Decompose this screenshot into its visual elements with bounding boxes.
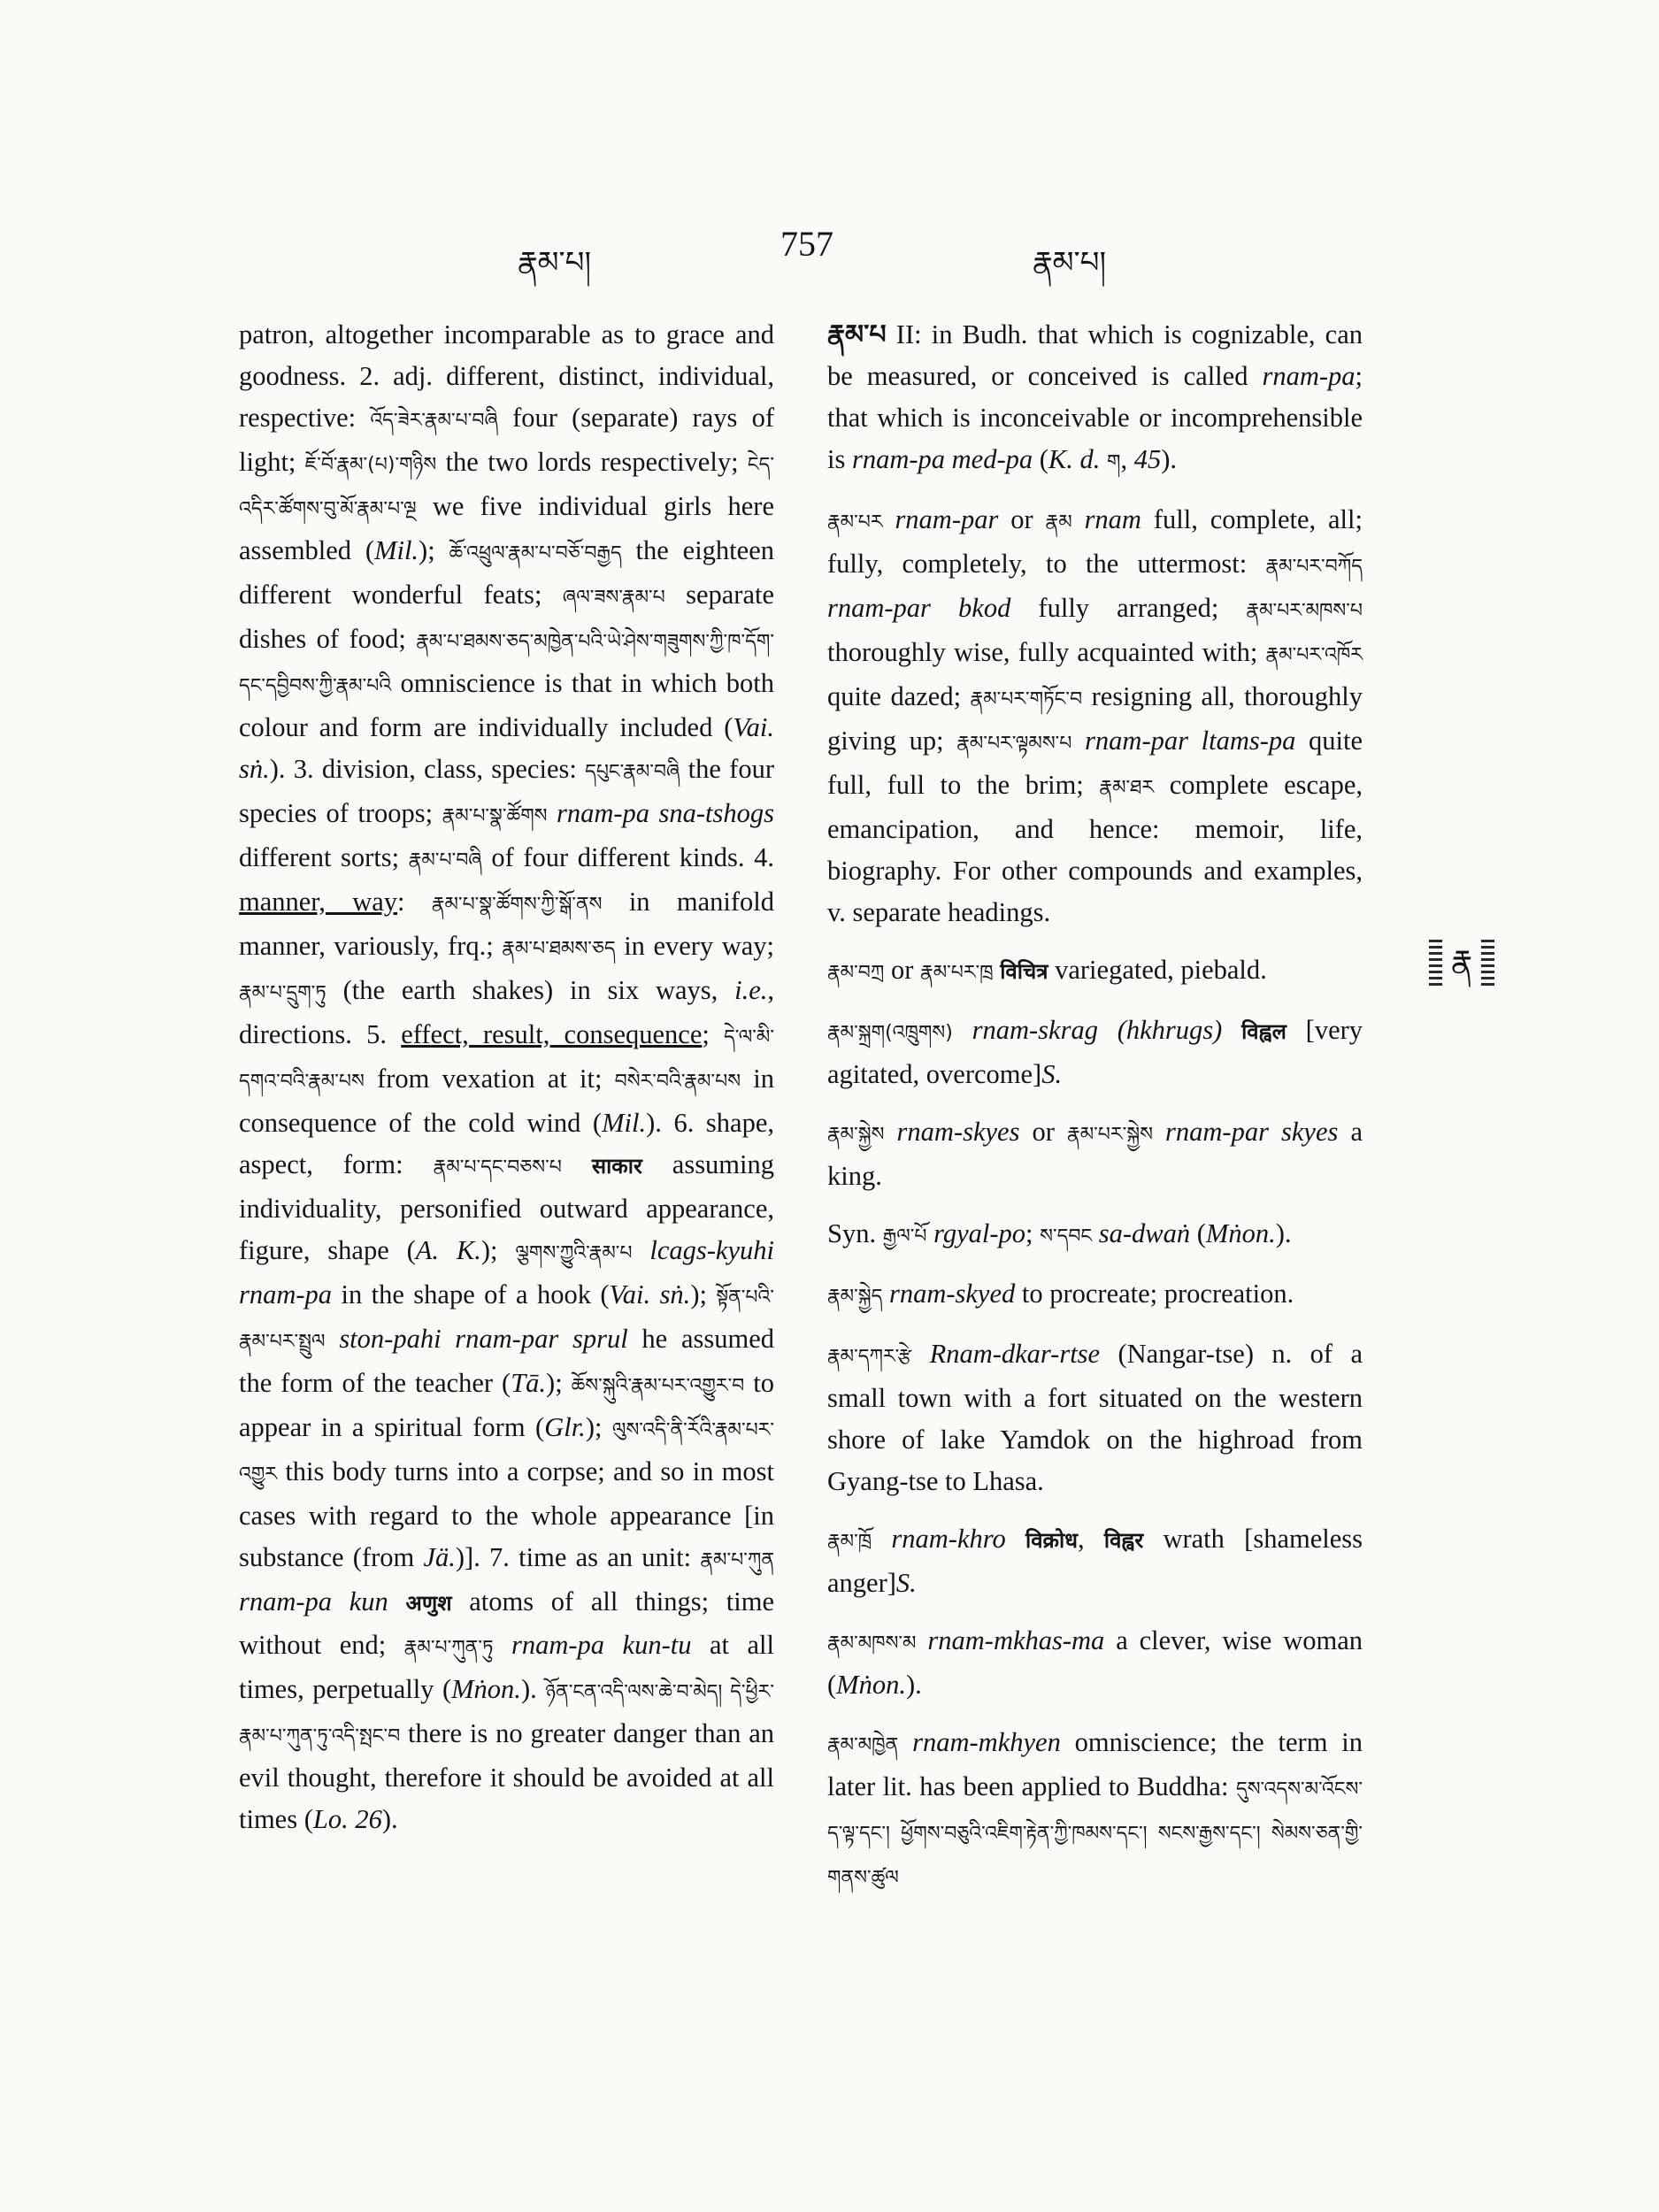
sanskrit-text: विचित्र: [1000, 959, 1048, 984]
tibetan-text: རྣམ་ཁྲོ: [827, 1531, 872, 1553]
entry-text: [882, 1279, 889, 1309]
entry-text: 45: [1133, 444, 1162, 474]
entry-text: [548, 798, 557, 828]
tibetan-text: རྣམ་པ་བཞི: [408, 849, 482, 872]
entry-text: rnam-par bkod: [827, 593, 1011, 623]
tibetan-text: རྣམ་པར་འཁོར: [1265, 644, 1363, 666]
tibetan-text: རྣམ་པ་དྲུག་ཏུ: [239, 982, 326, 1004]
entry-text: (the earth shakes) in six ways,: [326, 975, 735, 1005]
entry-text: Syn.: [827, 1218, 883, 1248]
entry-text: variegated, piebald.: [1048, 955, 1267, 985]
entry-text: the eighteen different wonderful feats;: [239, 535, 774, 610]
entry-text: a king.: [827, 1117, 1363, 1191]
entry-text: in consequence of the cold wind (: [239, 1064, 774, 1138]
tibetan-text: ལྕགས་ཀྱུའི་རྣམ་པ: [515, 1242, 633, 1264]
entry-text: ).: [381, 1804, 398, 1834]
entry-paragraph: [827, 1722, 1363, 1899]
sanskrit-text: विह्वल: [1241, 1019, 1286, 1044]
tibetan-text: རྣམ་པ་ཀུན་ཏུ: [403, 1637, 494, 1659]
entry-text: );: [480, 1235, 516, 1265]
entry-text: );: [419, 535, 449, 565]
entry-text: ;: [1025, 1218, 1041, 1248]
tibetan-text: རྣམ་པར་སྐྱེས: [1067, 1124, 1153, 1146]
entry-text: [911, 1339, 929, 1369]
entry-text: [1092, 1218, 1099, 1248]
entry-text: rnam-pa med-pa: [851, 444, 1033, 474]
tibetan-text: རྣམ་པ་ཐམས་ཅད: [502, 938, 616, 960]
tibetan-text: རྣམ་དཀར་རྩེ: [827, 1346, 912, 1368]
entry-text: rnam-skyes: [896, 1117, 1020, 1147]
entry-text: S.: [895, 1568, 917, 1598]
left-column: [239, 314, 774, 1856]
entry-text: Jä.: [423, 1542, 456, 1572]
entry-paragraph: [239, 314, 774, 1840]
tibetan-text: རྣམ་སྐྲག(འཁྲུགས): [827, 1022, 953, 1044]
thumb-index-letter: རྣ: [1442, 938, 1481, 987]
entry-paragraph: [827, 1111, 1363, 1197]
right-column: [827, 314, 1363, 1915]
entry-text: [883, 504, 895, 534]
tibetan-text: བསེར་བའི་རྣམ་པས: [614, 1071, 741, 1093]
tibetan-text: ཉོན་ངན་འདི་ལས་ཆེ་བ་མེད། དེ་ཕྱིར་རྣམ་པ་ཀུན་ཏུ་འདི་སྤང་བ: [239, 1681, 774, 1747]
page-number: 757: [780, 224, 833, 264]
tibetan-text: རྣམ་བཀྲ: [827, 962, 885, 984]
entry-text: rnam-par ltams-pa: [1085, 726, 1296, 756]
entry-text: wrath [shameless anger]: [827, 1524, 1363, 1598]
entry-text: thoroughly wise, fully acquainted with;: [827, 637, 1266, 667]
tibetan-text: དཔུང་རྣམ་བཞི: [585, 761, 680, 783]
tibetan-text: རྣམ་པར་མཁས་པ: [1246, 600, 1363, 622]
entry-text: rnam-mkhas-ma: [927, 1625, 1105, 1655]
entry-text: to appear in a spiritual form (: [239, 1368, 774, 1442]
entry-text: he assumed the form of the teacher (: [239, 1324, 774, 1398]
sanskrit-text: साकार: [591, 1154, 642, 1179]
sanskrit-text: अणुश: [405, 1591, 452, 1616]
tibetan-text: རྣམ་མཁས་མ: [827, 1632, 917, 1655]
tibetan-text: འོད་ཟེར་རྣམ་པ་བཞི: [370, 410, 498, 432]
tibetan-text: རྣམ་པར: [827, 511, 883, 534]
tibetan-text: ངེད་འདིར་ཚོགས་བུ་མོ་རྣམ་པ་ལྔ: [239, 454, 774, 520]
entry-text: [493, 1630, 511, 1660]
entry-text: ).: [520, 1674, 546, 1704]
entry-text: [898, 1727, 912, 1757]
entry-text: Mṅon.: [451, 1674, 521, 1704]
entry-text: II: in Budh. that which is cognizable, can be measured, or conceived is called: [827, 319, 1363, 391]
entry-text: Mil.: [602, 1108, 647, 1138]
tibetan-text: རྣམ་པ་དང་བཅས་པ: [433, 1156, 562, 1179]
entry-paragraph: [827, 314, 1363, 483]
entry-text: (Nangar-tse) n. of a small town with a fort situated on the western shore of lake Yamdok on the highroad from Gyang-tse to Lhasa.: [827, 1339, 1363, 1496]
entry-text: ston-pahi rnam-par sprul: [339, 1324, 628, 1354]
entry-text: Mil.: [374, 535, 419, 565]
entry-text: patron, altogether incomparable as to grace and goodness. 2. adj. different, distinct, individual, respective:: [239, 319, 774, 433]
entry-paragraph: [827, 499, 1363, 933]
entry-text: [872, 1524, 891, 1554]
entry-text: ).: [905, 1670, 922, 1700]
entry-text: [388, 1586, 406, 1617]
tibetan-text: རྣམ་པར་གཏོང་བ: [970, 688, 1083, 710]
entry-text: , directions. 5.: [239, 975, 774, 1049]
tibetan-text: དེ་ལ་མི་དགའ་བའི་རྣམ་པས: [239, 1026, 774, 1093]
entry-text: );: [585, 1412, 612, 1442]
entry-text: resigning all, thoroughly giving up;: [827, 681, 1363, 756]
entry-paragraph: [827, 1010, 1363, 1095]
tibetan-text: རྣམ་པ: [827, 319, 887, 350]
entry-text: a clever, wise woman (: [827, 1625, 1363, 1700]
tibetan-text: སྟོན་པའི་རྣམ་པར་སྤྲུལ: [239, 1286, 775, 1353]
tibetan-text: ལུས་འདི་ནི་རོའི་རྣམ་པར་འགྱུར: [239, 1419, 775, 1486]
entry-text: the two lords respectively;: [436, 447, 748, 477]
entry-text: rnam-mkhyen: [912, 1727, 1061, 1757]
entry-text: atoms of all things; time without end;: [239, 1586, 775, 1660]
entry-text: the four species of troops;: [239, 754, 774, 828]
entry-text: complete escape, emancipation, and hence: memoir, life, biography. For other compounds and examples, v. separate headings.: [827, 770, 1363, 927]
sanskrit-text: विह्वर: [1103, 1528, 1144, 1553]
entry-text: four (separate) rays of light;: [239, 403, 774, 477]
entry-text: i.e.: [734, 975, 768, 1005]
entry-paragraph: [827, 949, 1363, 994]
entry-text: Lo. 26: [312, 1804, 382, 1834]
entry-text: Glr.: [544, 1412, 586, 1442]
entry-text: we five individual girls here assembled (: [239, 491, 774, 565]
tibetan-text: རྣམ་མཁྱེན: [827, 1734, 899, 1756]
sanskrit-text: विक्रोध: [1025, 1528, 1078, 1553]
entry-text: manner, way: [239, 887, 398, 917]
entry-text: [1071, 726, 1085, 756]
entry-text: omniscience; the term in later lit. has been applied to Buddha:: [827, 1727, 1363, 1801]
entry-text: rnam-par: [895, 504, 999, 534]
entry-text: ,: [1120, 444, 1134, 474]
entry-text: full, complete, all; fully, completely, to the uttermost:: [827, 504, 1363, 579]
tibetan-text: རྣམ་པ་སྣ་ཚོགས: [442, 805, 548, 827]
entry-text: effect, result, consequence: [401, 1019, 703, 1049]
entry-text: or: [998, 504, 1046, 534]
entry-text: fully arranged;: [1010, 593, 1247, 623]
entry-text: ; that which is inconceivable or incomprehensible is: [827, 361, 1363, 474]
entry-text: rnam-par skyes: [1165, 1117, 1339, 1147]
entry-text: assuming individuality, personified outward appearance, figure, shape (: [239, 1149, 775, 1265]
entry-text: different sorts;: [239, 842, 409, 872]
entry-text: omniscience is that in which both colour and form are individually included (: [239, 668, 774, 742]
tibetan-text: རྣམ་པར་བཀོད: [1265, 556, 1363, 578]
tibetan-text: རྣམ་སྐྱེད: [827, 1286, 883, 1308]
entry-text: S.: [1041, 1059, 1063, 1089]
entry-text: rnam-pa: [1262, 361, 1356, 391]
tibetan-text: རྣམ་ཐར: [1099, 777, 1155, 799]
entry-text: rnam-pa sna-tshogs: [557, 798, 775, 828]
entry-text: lcags-kyuhi rnam-pa: [239, 1235, 774, 1310]
entry-text: [1006, 1524, 1025, 1554]
entry-text: rnam-khro: [891, 1524, 1006, 1554]
entry-text: Tā.: [511, 1368, 547, 1398]
entry-paragraph: [827, 1333, 1363, 1502]
entry-text: separate dishes of food;: [239, 580, 775, 654]
entry-text: [884, 1117, 896, 1147]
entry-paragraph: [827, 1213, 1363, 1257]
entry-text: ).: [1161, 444, 1178, 474]
entry-text: or: [1019, 1117, 1068, 1147]
tibetan-text: ཆོ་འཕྲུལ་རྣམ་པ་བཅོ་བརྒྱད: [449, 542, 622, 565]
tibetan-text: ས་དབང: [1040, 1225, 1093, 1248]
entry-text: (: [1190, 1218, 1206, 1248]
entry-text: rnam-pa kun-tu: [511, 1630, 692, 1660]
entry-text: there is no greater danger than an evil thought, therefore it should be avoided at all times (: [239, 1718, 774, 1834]
entry-text: Mṅon.: [1205, 1218, 1276, 1248]
entry-text: quite full, full to the brim;: [827, 726, 1363, 800]
entry-text: :: [397, 887, 432, 917]
entry-text: rnam: [1084, 504, 1141, 534]
tibetan-text: རྣམ་པ་སྣ་ཚོགས་ཀྱི་སྒོ་ནས: [431, 894, 603, 916]
entry-paragraph: [827, 1518, 1363, 1604]
entry-text: in the shape of a hook (: [332, 1279, 610, 1310]
page-header: [0, 224, 1659, 281]
entry-text: rgyal-po: [933, 1218, 1025, 1248]
entry-text: [953, 1015, 972, 1045]
entry-text: ;: [702, 1019, 725, 1049]
tibetan-text: རྣམ་པ་ཐམས་ཅད་མཁྱེན་པའི་ཡེ་ཤེས་གཟུགས་ཀྱི་ཁ་དོག་དང་དབྱིབས་ཀྱི་རྣམ་པའི: [239, 631, 774, 697]
tibetan-text: ཞལ་ཟས་རྣམ་པ: [562, 587, 665, 609]
entry-text: (: [1033, 444, 1048, 474]
tibetan-text: ག: [1107, 451, 1121, 473]
entry-text: K. d.: [1048, 444, 1101, 474]
running-head-right: རྣམ་པ།: [1033, 245, 1107, 280]
entry-text: );: [546, 1368, 572, 1398]
entry-text: rnam-pa kun: [239, 1586, 388, 1617]
entry-text: ). 6. shape, aspect, form:: [239, 1108, 774, 1179]
entry-text: Mṅon.: [836, 1670, 906, 1700]
entry-text: from vexation at it;: [364, 1064, 615, 1094]
entry-text: ).: [1275, 1218, 1292, 1248]
entry-text: [1100, 444, 1107, 474]
entry-text: or: [884, 955, 921, 985]
entry-text: Vai. sṅ.: [239, 712, 774, 784]
entry-text: of four different kinds. 4.: [481, 842, 774, 872]
entry-text: [326, 1324, 340, 1354]
tibetan-text: རྣམ་པར་ཁྲ: [920, 962, 994, 984]
entry-text: [633, 1235, 650, 1265]
entry-text: Rnam-dkar-rtse: [929, 1339, 1101, 1369]
entry-text: [1072, 504, 1085, 534]
entry-text: )]. 7. time as an unit:: [455, 1542, 701, 1572]
entry-text: rnam-skyed: [888, 1279, 1016, 1309]
tibetan-text: རྒྱལ་པོ: [882, 1225, 927, 1248]
running-head-left: རྣམ་པ།: [518, 245, 592, 280]
entry-text: ,: [1077, 1524, 1104, 1554]
entry-text: sa-dwaṅ: [1098, 1218, 1191, 1248]
entry-text: A. K.: [415, 1235, 481, 1265]
entry-text: [1153, 1117, 1165, 1147]
tibetan-text: ཆོས་སྐུའི་རྣམ་པར་འགྱུར་བ: [571, 1375, 745, 1397]
entry-text: [926, 1218, 933, 1248]
entry-text: in every way;: [615, 931, 774, 961]
tibetan-text: རྣམ: [1045, 511, 1072, 534]
entry-text: Vai. sṅ.: [609, 1279, 691, 1310]
entry-text: );: [690, 1279, 717, 1310]
tibetan-text: རྣམ་པར་ལྟམས་པ: [956, 733, 1072, 755]
entry-text: [562, 1149, 592, 1179]
entry-text: [917, 1625, 928, 1655]
entry-paragraph: [827, 1620, 1363, 1706]
entry-text: [very agitated, overcome]: [827, 1015, 1363, 1089]
entry-text: quite dazed;: [827, 681, 971, 711]
tibetan-text: རྣམ་སྐྱེས: [827, 1124, 885, 1146]
entry-text: in manifold manner, variously, frq.;: [239, 887, 774, 961]
entry-text: to procreate; procreation.: [1015, 1279, 1294, 1309]
entry-text: at all times, perpetually (: [239, 1630, 774, 1704]
entry-text: this body turns into a corpse; and so in most cases with regard to the whole appearance [in substance (from: [239, 1456, 774, 1572]
tibetan-text: དུས་འདས་མ་འོངས་ད་ལྟ་དང་། ཕྱོགས་བཅུའི་འཇིག་རྟེན་ཀྱི་ཁམས་དང་། སངས་རྒྱས་དང་། སེམས་ཅན་གྱི་གནས་ཚུལ: [827, 1778, 1363, 1889]
tibetan-text: རྣམ་པ་ཀུན: [700, 1549, 774, 1571]
entry-paragraph: [827, 1273, 1363, 1317]
entry-text: rnam-skrag (hkhrugs): [972, 1015, 1223, 1045]
entry-text: ). 3. division, class, species:: [269, 754, 586, 784]
entry-text: [1222, 1015, 1241, 1045]
tibetan-text: ཇོ་བོ་རྣམ་(པ)་གཉིས: [304, 454, 437, 476]
